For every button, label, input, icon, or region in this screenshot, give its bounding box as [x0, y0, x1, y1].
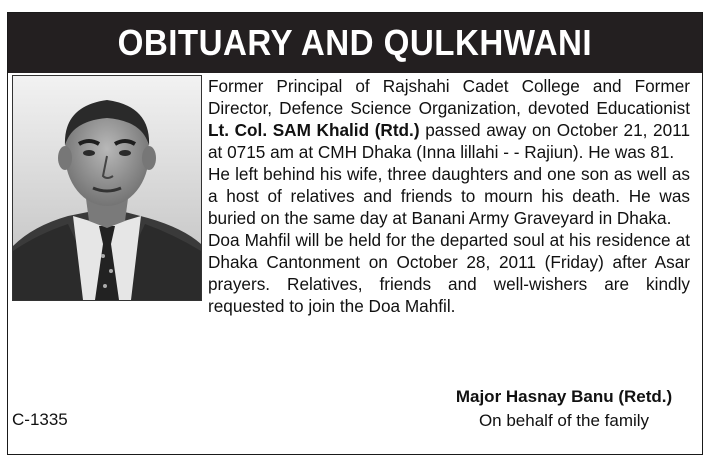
obituary-body: [10, 75, 690, 317]
paragraph-death-details: passed away on October 21, 2011 at 0715 am at CMH Dhaka (Inna lillahi - - Rajiun). He was 81.: [208, 120, 690, 162]
paragraph-death-intro: Former Principal of Rajshahi Cadet College and Former Director, Defence Science Organization, devoted Educationist: [208, 76, 690, 118]
notice-title: OBITUARY AND QULKHWANI: [117, 22, 593, 63]
signatory-name: Major Hasnay Banu (Retd.): [455, 387, 673, 406]
signature-block: [440, 385, 688, 433]
paragraph-doa-mahfil: Doa Mahfil will be held for the departed soul at his residence at Dhaka Cantonment on October 28, 2011 (Friday) after Asar prayers. Relatives, friends and well-wishers are kindly requested to join the Doa Mahfil.: [208, 230, 690, 316]
photo-spacer: [10, 75, 208, 302]
notice-header: [8, 13, 702, 73]
signatory-role: On behalf of the family: [478, 411, 650, 430]
ad-code: C-1335: [12, 410, 68, 429]
deceased-name: Lt. Col. SAM Khalid (Rtd.): [208, 120, 420, 140]
paragraph-family: He left behind his wife, three daughters and one son as well as a host of relatives and friends to mourn his death. He was buried on the same day at Banani Army Graveyard in Dhaka.: [208, 164, 690, 228]
